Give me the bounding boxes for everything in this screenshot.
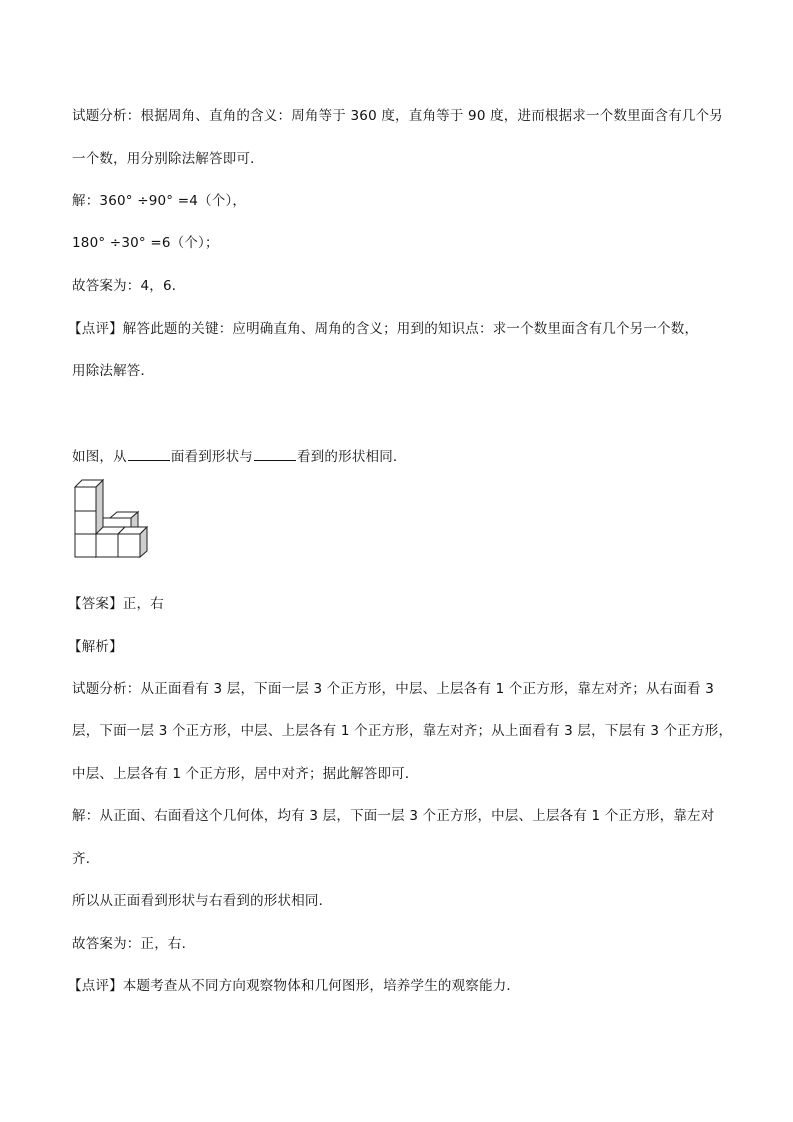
answer-blank-2[interactable] (254, 446, 296, 461)
q2-answer-label: 【答案】正，右 (68, 596, 164, 612)
q1-answer-line: 故答案为：4，6． (72, 278, 186, 294)
q2-question (72, 446, 407, 466)
q2-analysis-line-3: 中层、上层各有 1 个正方形，居中对齐；据此解答即可． (72, 766, 419, 782)
q1-analysis-line-2: 一个数，用分别除法解答即可． (72, 151, 264, 167)
q2-analysis-label: 【解析】 (68, 639, 123, 655)
q1-solution-line-2: 180° ÷30° =6（个）； (72, 235, 219, 251)
q2-question-part-1: 如图，从 (72, 449, 127, 465)
q1-comment-line-1: 【点评】解答此题的关键：应明确直角、周角的含义；用到的知识点：求一个数里面含有几个另一个数， (68, 321, 699, 337)
cube-stack-figure (72, 476, 152, 562)
q1-analysis-line-1: 试题分析：根据周角、直角的含义：周角等于 360 度，直角等于 90 度，进而根据求一个数里面含有几个另 (72, 108, 724, 124)
q1-solution-line-1: 解：360° ÷90° =4（个）， (72, 193, 247, 209)
q2-analysis-line-1: 试题分析：从正面看有 3 层，下面一层 3 个正方形，中层、上层各有 1 个正方形，靠左对齐；从右面看 3 (72, 681, 714, 697)
q2-answer-line: 故答案为：正，右． (72, 936, 196, 952)
answer-blank-1[interactable] (128, 446, 170, 461)
q2-solution-line-1: 解：从正面、右面看这个几何体，均有 3 层，下面一层 3 个正方形，中层、上层各有 1 个正方形，靠左对 (72, 808, 715, 824)
q2-solution-line-2: 齐． (72, 851, 100, 867)
q1-comment-line-2: 用除法解答． (72, 363, 155, 379)
q2-comment-line: 【点评】本题考查从不同方向观察物体和几何图形，培养学生的观察能力． (68, 978, 521, 994)
q2-conclusion-line: 所以从正面看到形状与右看到的形状相同． (72, 893, 333, 909)
q2-question-part-3: 看到的形状相同． (297, 449, 407, 465)
cube-stack-icon (72, 476, 152, 562)
q2-analysis-line-2: 层，下面一层 3 个正方形，中层、上层各有 1 个正方形，靠左对齐；从上面看有 3 层，下层有 3 个正方形， (72, 723, 733, 739)
q2-question-part-2: 面看到形状与 (170, 449, 254, 465)
